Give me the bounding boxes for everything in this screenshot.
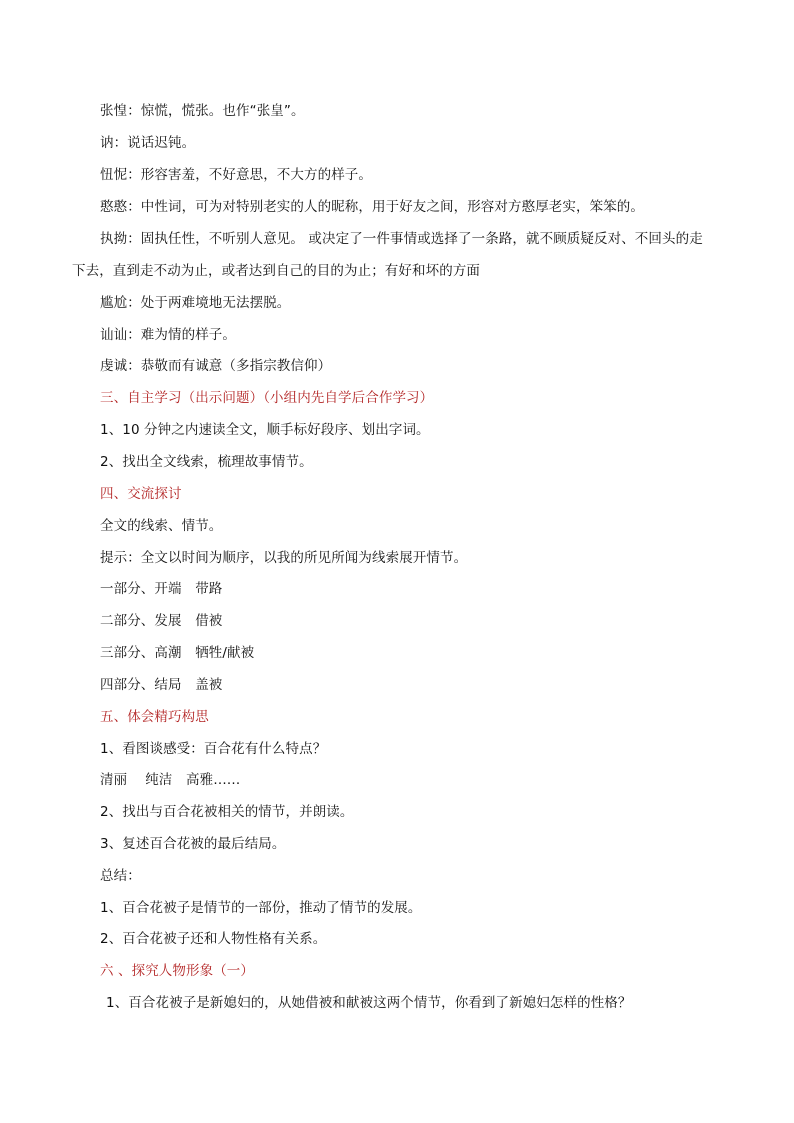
glossary-zhiniu-cont: 下去，直到走不动为止，或者达到自己的目的为止；有好和坏的方面 [72,263,480,279]
paragraph-hint: 提示：全文以时间为顺序，以我的所见所闻为线索展开情节。 [100,550,468,566]
glossary-hanhan: 憨憨：中性词，可为对特别老实的人的昵称，用于好友之间，形容对方憨厚老实，笨笨的。 [100,199,644,215]
glossary-ne: 讷：说话迟钝。 [100,135,196,151]
list-item: 1、看图谈感受：百合花有什么特点？ [100,741,327,757]
list-item: 2、找出与百合花被相关的情节，并朗读。 [100,804,354,820]
paragraph: 清丽 纯洁 高雅…… [100,772,241,788]
section-heading-3: 三、自主学习（出示问题）（小组内先自学后合作学习） [100,390,434,406]
plot-part-1: 一部分、开端 带路 [100,581,223,597]
plot-part-2: 二部分、发展 借被 [100,613,223,629]
glossary-ganga: 尴尬：处于两难境地无法摆脱。 [100,295,291,311]
list-item: 2、找出全文线索，梳理故事情节。 [100,454,313,470]
list-item: 1、百合花被子是新媳妇的，从她借被和献被这两个情节，你看到了新媳妇怎样的性格？ [106,995,632,1011]
paragraph: 全文的线索、情节。 [100,518,223,534]
plot-part-3: 三部分、高潮 牺牲/献被 [100,645,255,661]
glossary-niuni: 忸怩：形容害羞，不好意思，不大方的样子。 [100,167,372,183]
glossary-shanshan: 讪讪：难为情的样子。 [100,327,236,343]
section-heading-5: 五、体会精巧构思 [100,709,209,725]
summary-label: 总结： [100,868,141,884]
glossary-qiancheng: 虔诚：恭敬而有诚意（多指宗教信仰） [100,358,332,374]
list-item: 1、百合花被子是情节的一部份，推动了情节的发展。 [100,900,422,916]
glossary-zhanghuang: 张惶：惊慌，慌张。也作“张皇”。 [100,103,305,119]
section-heading-6: 六 、探究人物形象（一） [100,963,254,979]
list-item: 2、百合花被子还和人物性格有关系。 [100,931,327,947]
list-item: 1、10 分钟之内速读全文，顺手标好段序、划出字词。 [100,422,430,438]
list-item: 3、复述百合花被的最后结局。 [100,836,286,852]
glossary-zhiniu: 执拗：固执任性，不听别人意见。 或决定了一件事情或选择了一条路，就不顾质疑反对、不回头的走 [100,231,703,247]
plot-part-4: 四部分、结局 盖被 [100,677,223,693]
section-heading-4: 四、交流探讨 [100,486,182,502]
